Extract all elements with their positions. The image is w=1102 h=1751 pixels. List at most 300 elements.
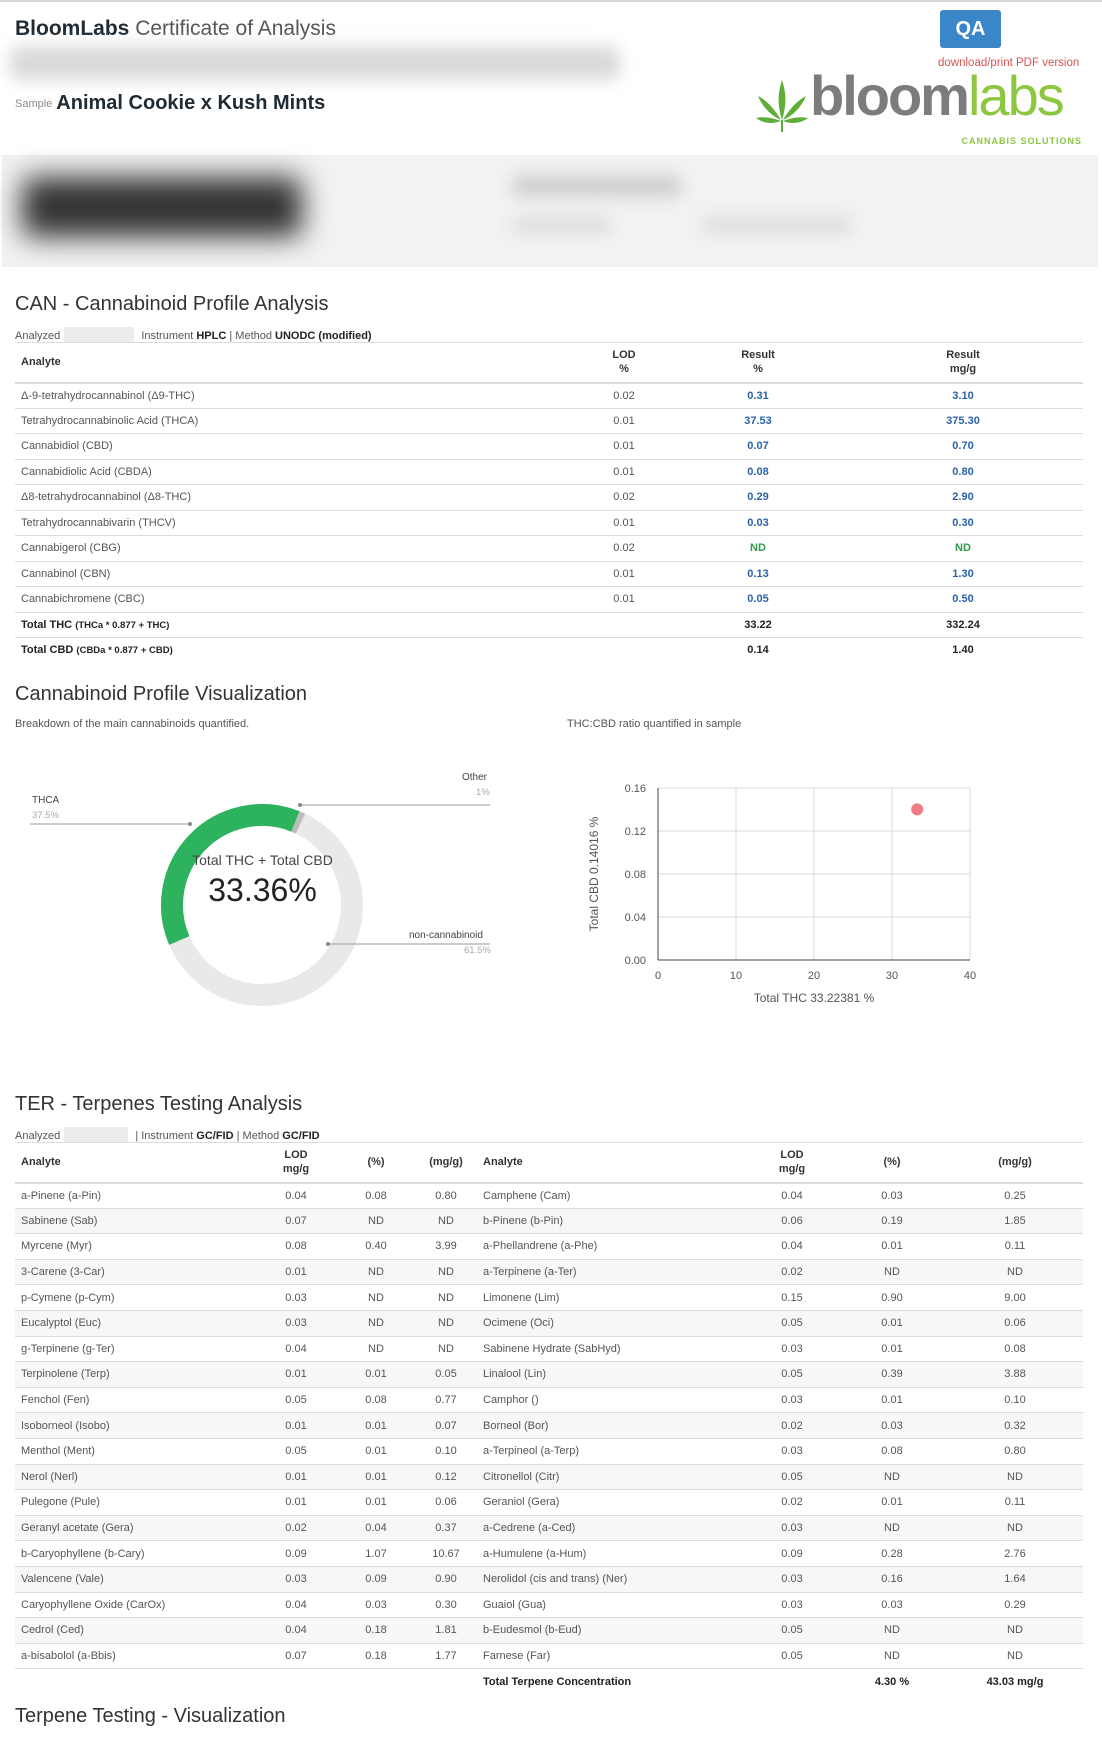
analyte-name: Sabinene Hydrate (SabHyd) <box>477 1336 747 1362</box>
lod-value: 0.01 <box>255 1259 337 1285</box>
table-header-row <box>15 1143 1083 1183</box>
donut-note: Breakdown of the main cannabinoids quantified. <box>15 718 250 730</box>
analyte-name: Caryophyllene Oxide (CarOx) <box>15 1592 255 1618</box>
lod-value: 0.04 <box>255 1336 337 1362</box>
total-mg: 1.40 <box>843 637 1083 662</box>
analyte-name: Farnese (Far) <box>477 1643 747 1669</box>
lod-value: 0.01 <box>255 1490 337 1516</box>
mg-value: 1.77 <box>415 1643 477 1669</box>
pct-value: ND <box>337 1285 415 1311</box>
pct-value: 0.90 <box>837 1285 947 1311</box>
mg-value: 0.06 <box>415 1490 477 1516</box>
leader-dot-other <box>298 803 302 807</box>
analyte-name: b-Eudesmol (b-Eud) <box>477 1618 747 1644</box>
x-tick-label: 10 <box>729 970 743 982</box>
pct-value: 0.01 <box>837 1310 947 1336</box>
lod-value: 0.03 <box>747 1438 837 1464</box>
pct-value: 0.16 <box>837 1566 947 1592</box>
donut-pct-thca: 37.5% <box>32 810 59 821</box>
lod-value: 0.03 <box>255 1566 337 1592</box>
pct-value: ND <box>337 1208 415 1234</box>
lod-value: 0.02 <box>575 536 673 562</box>
x-tick-label: 0 <box>654 970 662 982</box>
analyte-name: Cannabidiolic Acid (CBDA) <box>15 459 575 485</box>
pct-value: 1.07 <box>337 1541 415 1567</box>
pct-value: 0.39 <box>837 1362 947 1388</box>
mg-value: 0.80 <box>415 1183 477 1209</box>
brand-name: BloomLabs <box>15 17 130 40</box>
table-row <box>15 1566 1083 1592</box>
analyte-name: Terpinolene (Terp) <box>15 1362 255 1388</box>
pct-value: 0.09 <box>337 1566 415 1592</box>
result-pct: 0.31 <box>673 383 843 409</box>
lod-value: 0.04 <box>255 1183 337 1209</box>
empty-cell <box>15 1669 477 1694</box>
mg-value: 1.81 <box>415 1618 477 1644</box>
table-row <box>15 1592 1083 1618</box>
mg-value: 0.25 <box>947 1183 1083 1209</box>
bloomlabs-logo <box>754 64 1086 152</box>
analyzed-label: Analyzed <box>15 1130 61 1142</box>
lod-value: 0.02 <box>255 1515 337 1541</box>
page-title <box>15 17 336 41</box>
analyte-name: Camphor () <box>477 1387 747 1413</box>
result-mg: 375.30 <box>843 408 1083 434</box>
analyte-name: Tetrahydrocannabivarin (THCV) <box>15 510 575 536</box>
lod-value: 0.05 <box>255 1387 337 1413</box>
mg-value: 0.07 <box>415 1413 477 1439</box>
table-row <box>15 1464 1083 1490</box>
lod-value: 0.02 <box>575 383 673 409</box>
table-row <box>15 485 1083 511</box>
thc-cbd-scatter-chart <box>580 770 1020 1050</box>
col-mg-right: (mg/g) <box>947 1143 1083 1183</box>
mg-value: 0.30 <box>415 1592 477 1618</box>
lod-value: 0.03 <box>747 1336 837 1362</box>
analyte-name: Isoborneol (Isobo) <box>15 1413 255 1439</box>
analyte-name: 3-Carene (3-Car) <box>15 1259 255 1285</box>
analyzed-label: Analyzed <box>15 330 61 342</box>
empty-cell <box>747 1669 837 1694</box>
analyte-name: Geraniol (Gera) <box>477 1490 747 1516</box>
total-row <box>15 612 1083 637</box>
analyte-name: Guaiol (Gua) <box>477 1592 747 1618</box>
analyte-name: a-Terpineol (a-Terp) <box>477 1438 747 1464</box>
lod-value: 0.03 <box>747 1387 837 1413</box>
pct-value: 0.08 <box>837 1438 947 1464</box>
qa-button[interactable]: QA <box>940 10 1001 48</box>
title-rest: Certificate of Analysis <box>135 17 336 40</box>
lod-value: 0.02 <box>575 485 673 511</box>
analyte-name: a-Phellandrene (a-Phe) <box>477 1234 747 1260</box>
lod-value: 0.05 <box>747 1618 837 1644</box>
lod-value: 0.02 <box>747 1490 837 1516</box>
y-tick-label: 0.12 <box>624 826 646 838</box>
pct-value: 0.01 <box>337 1490 415 1516</box>
analyte-name: Citronellol (Citr) <box>477 1464 747 1490</box>
lod-value: 0.03 <box>747 1515 837 1541</box>
col-analyte: Analyte <box>15 343 575 383</box>
result-pct: 0.03 <box>673 510 843 536</box>
leader-dot-thca <box>188 822 192 826</box>
col-lod: LOD mg/g <box>255 1143 337 1183</box>
analyte-name: a-Cedrene (a-Ced) <box>477 1515 747 1541</box>
table-row <box>15 434 1083 460</box>
viz-section-title: Cannabinoid Profile Visualization <box>15 683 308 705</box>
total-name: Total THC (THCa * 0.877 + THC) <box>15 612 575 637</box>
result-mg: ND <box>843 536 1083 562</box>
mg-value: ND <box>415 1336 477 1362</box>
table-row <box>15 1234 1083 1260</box>
table-row <box>15 1413 1083 1439</box>
analyte-name: b-Pinene (b-Pin) <box>477 1208 747 1234</box>
result-mg: 0.80 <box>843 459 1083 485</box>
result-mg: 0.50 <box>843 587 1083 613</box>
terpene-table <box>15 1142 1083 1694</box>
pct-value: 0.08 <box>337 1387 415 1413</box>
pct-value: 0.01 <box>337 1362 415 1388</box>
cannabis-leaf-icon <box>754 76 810 136</box>
total-name: Total CBD (CBDa * 0.877 + CBD) <box>15 637 575 662</box>
result-pct: ND <box>673 536 843 562</box>
lod-value: 0.05 <box>747 1643 837 1669</box>
x-axis-title: Total THC 33.22381 % <box>753 991 875 1005</box>
x-tick-label: 20 <box>807 970 821 982</box>
lod-value: 0.09 <box>255 1541 337 1567</box>
method-label: | Method <box>236 1130 280 1142</box>
total-label: Total Terpene Concentration <box>477 1669 747 1694</box>
mg-value: 0.11 <box>947 1490 1083 1516</box>
lod-value: 0.01 <box>575 510 673 536</box>
logo-wordmark <box>810 66 1063 126</box>
lod-value: 0.05 <box>255 1438 337 1464</box>
pct-value: ND <box>837 1618 947 1644</box>
table-row <box>15 1643 1083 1669</box>
mg-value: 0.06 <box>947 1310 1083 1336</box>
lod-value: 0.01 <box>255 1413 337 1439</box>
analyte-name: Cannabinol (CBN) <box>15 561 575 587</box>
pct-value: 0.01 <box>337 1413 415 1439</box>
pct-value: 0.19 <box>837 1208 947 1234</box>
mg-value: 9.00 <box>947 1285 1083 1311</box>
lod-value: 0.01 <box>255 1362 337 1388</box>
total-pct: 33.22 <box>673 612 843 637</box>
col-lod-right: LOD mg/g <box>747 1143 837 1183</box>
logo-subtitle: CANNABIS SOLUTIONS <box>961 136 1082 146</box>
mg-value: 3.88 <box>947 1362 1083 1388</box>
result-mg: 0.70 <box>843 434 1083 460</box>
mg-value: 0.77 <box>415 1387 477 1413</box>
pct-value: 0.40 <box>337 1234 415 1260</box>
lod-value: 0.08 <box>255 1234 337 1260</box>
result-mg: 3.10 <box>843 383 1083 409</box>
mg-value: ND <box>947 1643 1083 1669</box>
analyte-name: Ocimene (Oci) <box>477 1310 747 1336</box>
pct-value: 0.01 <box>837 1490 947 1516</box>
top-rule <box>0 0 1102 2</box>
analyte-name: Nerolidol (cis and trans) (Ner) <box>477 1566 747 1592</box>
donut-center-label: Total THC + Total CBD <box>192 852 333 868</box>
table-row <box>15 1285 1083 1311</box>
result-pct: 0.07 <box>673 434 843 460</box>
table-row <box>15 1183 1083 1209</box>
cannabinoid-table <box>15 342 1083 662</box>
lod-value: 0.01 <box>575 561 673 587</box>
mg-value: ND <box>947 1618 1083 1644</box>
mg-value: 1.85 <box>947 1208 1083 1234</box>
analyte-name: a-bisabolol (a-Bbis) <box>15 1643 255 1669</box>
donut-label-other: Other <box>462 772 488 783</box>
pct-value: 0.08 <box>337 1183 415 1209</box>
analyte-name: Fenchol (Fen) <box>15 1387 255 1413</box>
pct-value: 0.03 <box>337 1592 415 1618</box>
mg-value: ND <box>415 1259 477 1285</box>
lod-value: 0.01 <box>575 587 673 613</box>
lod-value: 0.05 <box>747 1310 837 1336</box>
mg-value: ND <box>947 1515 1083 1541</box>
scatter-note: THC:CBD ratio quantified in sample <box>567 718 742 730</box>
logo-word-bloom: bloom <box>810 64 968 127</box>
col-analyte: Analyte <box>15 1143 255 1183</box>
lod-value: 0.03 <box>255 1285 337 1311</box>
lod-value: 0.04 <box>255 1618 337 1644</box>
table-row <box>15 459 1083 485</box>
lod-value: 0.09 <box>747 1541 837 1567</box>
pct-value: 0.03 <box>837 1183 947 1209</box>
analyte-name: Nerol (Nerl) <box>15 1464 255 1490</box>
lod-value: 0.05 <box>747 1362 837 1388</box>
table-row <box>15 1438 1083 1464</box>
lod-value: 0.05 <box>747 1464 837 1490</box>
analyte-name: Δ-9-tetrahydrocannabinol (Δ9-THC) <box>15 383 575 409</box>
sample-label: Sample <box>15 98 53 110</box>
pct-value: ND <box>337 1259 415 1285</box>
mg-value: 0.10 <box>947 1387 1083 1413</box>
lod-value: 0.02 <box>747 1413 837 1439</box>
mg-value: 0.12 <box>415 1464 477 1490</box>
lod-value: 0.03 <box>747 1592 837 1618</box>
result-mg: 2.90 <box>843 485 1083 511</box>
table-row <box>15 1490 1083 1516</box>
sample-name: Animal Cookie x Kush Mints <box>56 92 326 114</box>
table-row <box>15 1362 1083 1388</box>
table-header-row <box>15 343 1083 383</box>
total-pct: 4.30 % <box>837 1669 947 1694</box>
redacted-date <box>64 1127 128 1143</box>
mg-value: ND <box>947 1259 1083 1285</box>
result-pct: 37.53 <box>673 408 843 434</box>
pct-value: 0.03 <box>837 1592 947 1618</box>
donut-slice-other <box>295 821 300 823</box>
analyte-name: a-Pinene (a-Pin) <box>15 1183 255 1209</box>
instrument-value: HPLC <box>196 330 227 342</box>
pct-value: 0.01 <box>837 1336 947 1362</box>
method-label: | Method <box>229 330 272 342</box>
result-pct: 0.29 <box>673 485 843 511</box>
total-mg: 332.24 <box>843 612 1083 637</box>
lod-value: 0.07 <box>255 1208 337 1234</box>
mg-value: 3.99 <box>415 1234 477 1260</box>
mg-value: 0.10 <box>415 1438 477 1464</box>
result-mg: 0.30 <box>843 510 1083 536</box>
x-tick-label: 30 <box>885 970 899 982</box>
client-info-band <box>2 155 1098 267</box>
table-row <box>15 1259 1083 1285</box>
analyte-name: g-Terpinene (g-Ter) <box>15 1336 255 1362</box>
col-lod: LOD % <box>575 343 673 383</box>
analyte-name: Δ8-tetrahydrocannabinol (Δ8-THC) <box>15 485 575 511</box>
table-row <box>15 1208 1083 1234</box>
leader-dot-non <box>326 942 330 946</box>
table-row <box>15 383 1083 409</box>
donut-pct-other: 1% <box>476 787 490 798</box>
instrument-label: Instrument <box>141 330 194 342</box>
table-row <box>15 587 1083 613</box>
can-section-title: CAN - Cannabinoid Profile Analysis <box>15 293 329 315</box>
analyte-name: Sabinene (Sab) <box>15 1208 255 1234</box>
pct-value: 0.04 <box>337 1515 415 1541</box>
mg-value: 0.32 <box>947 1413 1083 1439</box>
analyte-name: Valencene (Vale) <box>15 1566 255 1592</box>
mg-value: 10.67 <box>415 1541 477 1567</box>
logo-word-labs: labs <box>967 64 1063 127</box>
analyte-name: a-Terpinene (a-Ter) <box>477 1259 747 1285</box>
analyte-name: Limonene (Lim) <box>477 1285 747 1311</box>
lod-value: 0.01 <box>575 408 673 434</box>
analyte-name: Camphene (Cam) <box>477 1183 747 1209</box>
mg-value: 0.80 <box>947 1438 1083 1464</box>
mg-value: ND <box>415 1285 477 1311</box>
lod-value <box>575 637 673 662</box>
method-value: GC/FID <box>282 1130 320 1142</box>
pct-value: ND <box>837 1643 947 1669</box>
redacted-field <box>702 217 852 233</box>
analyte-name: Tetrahydrocannabinolic Acid (THCA) <box>15 408 575 434</box>
pct-value: ND <box>337 1336 415 1362</box>
analyte-name: Cannabidiol (CBD) <box>15 434 575 460</box>
instrument-value: GC/FID <box>196 1130 234 1142</box>
pct-value: 0.01 <box>337 1438 415 1464</box>
y-tick-label: 0.08 <box>624 869 646 881</box>
table-row <box>15 536 1083 562</box>
ter-meta <box>15 1127 320 1143</box>
redacted-date <box>64 327 134 343</box>
col-result-pct: Result % <box>673 343 843 383</box>
pct-value: ND <box>837 1464 947 1490</box>
mg-value: 0.08 <box>947 1336 1083 1362</box>
lod-value <box>575 612 673 637</box>
analyte-name: b-Caryophyllene (b-Cary) <box>15 1541 255 1567</box>
analyte-name: Myrcene (Myr) <box>15 1234 255 1260</box>
mg-value: 0.90 <box>415 1566 477 1592</box>
pct-value: 0.28 <box>837 1541 947 1567</box>
method-value: UNODC (modified) <box>275 330 372 342</box>
result-pct: 0.08 <box>673 459 843 485</box>
can-meta <box>15 327 372 343</box>
analyte-name: Pulegone (Pule) <box>15 1490 255 1516</box>
analyte-name: Geranyl acetate (Gera) <box>15 1515 255 1541</box>
table-row <box>15 408 1083 434</box>
lod-value: 0.03 <box>747 1566 837 1592</box>
total-pct: 0.14 <box>673 637 843 662</box>
analyte-name: Cannabigerol (CBG) <box>15 536 575 562</box>
analyte-name: Borneol (Bor) <box>477 1413 747 1439</box>
lod-value: 0.04 <box>747 1234 837 1260</box>
col-mg: (mg/g) <box>415 1143 477 1183</box>
analyte-name: Eucalyptol (Euc) <box>15 1310 255 1336</box>
lod-value: 0.03 <box>255 1310 337 1336</box>
pct-value: 0.01 <box>837 1387 947 1413</box>
pct-value: 0.03 <box>837 1413 947 1439</box>
redacted-address <box>10 46 620 80</box>
donut-label-non: non-cannabinoid <box>409 930 483 941</box>
result-pct: 0.13 <box>673 561 843 587</box>
y-tick-label: 0.16 <box>624 783 646 795</box>
col-analyte-right: Analyte <box>477 1143 747 1183</box>
donut-center-value: 33.36% <box>208 872 317 908</box>
pct-value: 0.01 <box>837 1234 947 1260</box>
redacted-client-logo <box>22 177 302 237</box>
table-row <box>15 561 1083 587</box>
pct-value: 0.18 <box>337 1643 415 1669</box>
col-pct-right: (%) <box>837 1143 947 1183</box>
col-result-mg: Result mg/g <box>843 343 1083 383</box>
table-row <box>15 1387 1083 1413</box>
donut-label-thca: THCA <box>32 795 60 806</box>
pct-value: 0.01 <box>337 1464 415 1490</box>
analyte-name: Linalool (Lin) <box>477 1362 747 1388</box>
lod-value: 0.04 <box>255 1592 337 1618</box>
pct-value: ND <box>837 1515 947 1541</box>
y-tick-label: 0.00 <box>624 955 646 967</box>
analyte-name: a-Humulene (a-Hum) <box>477 1541 747 1567</box>
lod-value: 0.04 <box>747 1183 837 1209</box>
pdf-download-link[interactable]: download/print PDF version <box>938 57 1080 69</box>
mg-value: ND <box>415 1208 477 1234</box>
instrument-label: | Instrument <box>135 1130 194 1142</box>
mg-value: 0.05 <box>415 1362 477 1388</box>
mg-value: 1.64 <box>947 1566 1083 1592</box>
lod-value: 0.06 <box>747 1208 837 1234</box>
result-mg: 1.30 <box>843 561 1083 587</box>
y-tick-label: 0.04 <box>624 912 646 924</box>
table-row <box>15 1618 1083 1644</box>
total-terpene-row <box>15 1669 1083 1694</box>
mg-value: ND <box>415 1310 477 1336</box>
lod-value: 0.01 <box>255 1464 337 1490</box>
ter-viz-title: Terpene Testing - Visualization <box>15 1705 286 1727</box>
result-pct: 0.05 <box>673 587 843 613</box>
lod-value: 0.01 <box>575 459 673 485</box>
donut-pct-non: 61.5% <box>464 945 491 956</box>
mg-value: 0.29 <box>947 1592 1083 1618</box>
pct-value: ND <box>337 1310 415 1336</box>
table-row <box>15 1515 1083 1541</box>
analyte-name: Menthol (Ment) <box>15 1438 255 1464</box>
table-row <box>15 1310 1083 1336</box>
total-mg: 43.03 mg/g <box>947 1669 1083 1694</box>
mg-value: ND <box>947 1464 1083 1490</box>
mg-value: 0.11 <box>947 1234 1083 1260</box>
pct-value: 0.18 <box>337 1618 415 1644</box>
lod-value: 0.01 <box>575 434 673 460</box>
x-tick-label: 40 <box>963 970 977 982</box>
analyte-name: Cannabichromene (CBC) <box>15 587 575 613</box>
lod-value: 0.07 <box>255 1643 337 1669</box>
lod-value: 0.15 <box>747 1285 837 1311</box>
sample-line <box>15 92 325 115</box>
ter-section-title: TER - Terpenes Testing Analysis <box>15 1093 303 1115</box>
